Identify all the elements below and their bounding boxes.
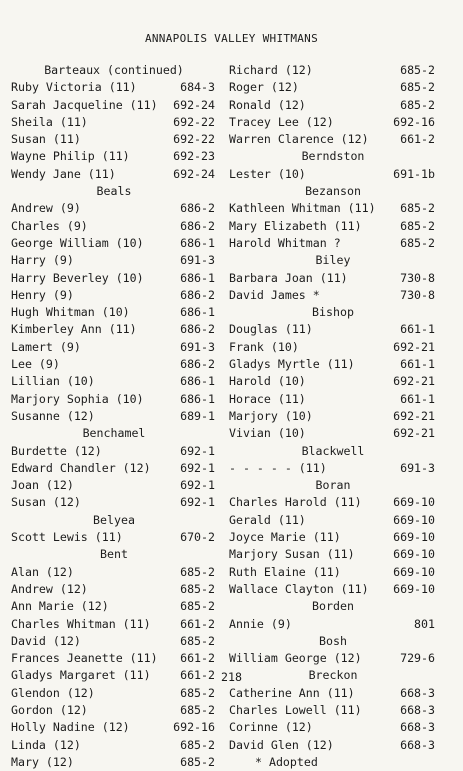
index-entry bbox=[229, 235, 437, 252]
index-entry bbox=[11, 304, 217, 321]
entry-name: Annie (9) bbox=[229, 616, 292, 631]
entry-name: Barbara Joan (11) bbox=[229, 270, 348, 285]
entry-reference: 692-21 bbox=[393, 374, 435, 389]
index-entry bbox=[229, 339, 437, 356]
entry-reference: 685-2 bbox=[400, 235, 435, 250]
entry-reference: 668-3 bbox=[400, 685, 435, 700]
entry-reference: 669-10 bbox=[393, 581, 435, 596]
entry-reference: 686-2 bbox=[180, 218, 215, 233]
entry-reference: 669-10 bbox=[393, 547, 435, 562]
entry-name: Andrew (9) bbox=[11, 201, 81, 216]
entry-reference: 685-2 bbox=[180, 633, 215, 648]
entry-reference: 685-2 bbox=[400, 201, 435, 216]
index-entry bbox=[11, 754, 217, 771]
entry-reference: 685-2 bbox=[180, 702, 215, 717]
entry-reference: 686-1 bbox=[180, 374, 215, 389]
surname-header: Bosh bbox=[319, 633, 347, 648]
entry-reference: 684-3 bbox=[180, 80, 215, 95]
entry-name: Marjory Sophia (10) bbox=[11, 391, 144, 406]
index-entry bbox=[229, 356, 437, 373]
surname-header: Boran bbox=[315, 478, 351, 493]
entry-reference: 691-3 bbox=[400, 460, 435, 475]
entry-name: Charles (9) bbox=[11, 218, 88, 233]
entry-reference: 692-24 bbox=[173, 97, 215, 112]
index-entry bbox=[11, 339, 217, 356]
index-entry bbox=[11, 408, 217, 425]
entry-reference: 692-21 bbox=[393, 408, 435, 423]
entry-name: Sheila (11) bbox=[11, 114, 88, 129]
entry-name: Charles Lowell (11) bbox=[229, 702, 362, 717]
entry-reference: 669-10 bbox=[393, 564, 435, 579]
index-entry bbox=[229, 218, 437, 235]
entry-reference: 692-1 bbox=[180, 443, 215, 458]
entry-reference: 685-2 bbox=[180, 685, 215, 700]
entry-name: Glendon (12) bbox=[11, 685, 95, 700]
entry-reference: 686-2 bbox=[180, 287, 215, 302]
index-entry bbox=[11, 218, 217, 235]
entry-name: Marjory (10) bbox=[229, 408, 313, 423]
entry-reference: 686-1 bbox=[180, 235, 215, 250]
index-entry bbox=[11, 494, 217, 511]
index-entry bbox=[229, 373, 437, 390]
entry-name: Gladys Myrtle (11) bbox=[229, 357, 355, 372]
entry-name: Ann Marie (12) bbox=[11, 599, 109, 614]
entry-name: Douglas (11) bbox=[229, 322, 313, 337]
index-entry bbox=[11, 321, 217, 338]
entry-reference: 661-2 bbox=[180, 616, 215, 631]
index-entry bbox=[11, 564, 217, 581]
entry-name: Mary Elizabeth (11) bbox=[229, 218, 362, 233]
entry-reference: 686-1 bbox=[180, 305, 215, 320]
entry-reference: 691-3 bbox=[180, 339, 215, 354]
surname-header: Bishop bbox=[312, 305, 354, 320]
index-entry bbox=[229, 616, 437, 633]
entry-reference: 668-3 bbox=[400, 702, 435, 717]
entry-name: William George (12) bbox=[229, 651, 362, 666]
entry-name: George William (10) bbox=[11, 235, 144, 250]
entry-reference: 686-2 bbox=[180, 322, 215, 337]
entry-name: David James * bbox=[229, 287, 320, 302]
entry-name: Scott Lewis (11) bbox=[11, 530, 123, 545]
entry-reference: 670-2 bbox=[180, 530, 215, 545]
entry-name: Vivian (10) bbox=[229, 426, 306, 441]
entry-reference: 661-1 bbox=[400, 322, 435, 337]
page-number: 218 bbox=[221, 670, 242, 684]
entry-reference: 685-2 bbox=[400, 80, 435, 95]
entry-reference: 692-1 bbox=[180, 478, 215, 493]
entry-reference: 730-8 bbox=[400, 287, 435, 302]
entry-reference: 692-1 bbox=[180, 460, 215, 475]
entry-name: Warren Clarence (12) bbox=[229, 132, 369, 147]
entry-name: Andrew (12) bbox=[11, 581, 88, 596]
index-entry bbox=[11, 737, 217, 754]
index-entry bbox=[11, 148, 217, 165]
index-entry bbox=[229, 494, 437, 511]
index-entry bbox=[229, 719, 437, 736]
surname-header: Barteaux (continued) bbox=[44, 63, 184, 77]
entry-reference: 685-2 bbox=[180, 581, 215, 596]
index-entry bbox=[11, 373, 217, 390]
entry-name: Ruth Elaine (11) bbox=[229, 564, 341, 579]
index-entry bbox=[11, 166, 217, 183]
index-entry bbox=[11, 460, 217, 477]
entry-name: David (12) bbox=[11, 633, 81, 648]
entry-reference: 692-1 bbox=[180, 495, 215, 510]
index-entry bbox=[11, 114, 217, 131]
surname-header: Borden bbox=[312, 599, 354, 614]
index-entry bbox=[11, 633, 217, 650]
entry-name: Gordon (12) bbox=[11, 702, 88, 717]
entry-name: Frances Jeanette (11) bbox=[11, 651, 158, 666]
index-entry bbox=[229, 79, 437, 96]
surname-header: Blackwell bbox=[301, 443, 365, 458]
entry-name: Wayne Philip (11) bbox=[11, 149, 130, 164]
entry-reference: 686-2 bbox=[180, 201, 215, 216]
entry-name: Lester (10) bbox=[229, 166, 306, 181]
entry-name: Charles Whitman (11) bbox=[11, 616, 151, 631]
index-entry bbox=[229, 581, 437, 598]
entry-name: Marjory Susan (11) bbox=[229, 547, 355, 562]
index-entry bbox=[11, 131, 217, 148]
index-entry bbox=[229, 62, 437, 79]
entry-reference: 730-8 bbox=[400, 270, 435, 285]
entry-name: Alan (12) bbox=[11, 564, 74, 579]
entry-reference: 685-2 bbox=[400, 218, 435, 233]
left-column bbox=[11, 62, 217, 771]
entry-name: Wendy Jane (11) bbox=[11, 166, 116, 181]
index-entry bbox=[229, 546, 437, 563]
entry-reference: 692-16 bbox=[393, 114, 435, 129]
index-entry bbox=[229, 685, 437, 702]
index-entry bbox=[229, 166, 437, 183]
entry-name: Susan (11) bbox=[11, 132, 81, 147]
index-entry bbox=[11, 719, 217, 736]
index-entry bbox=[229, 391, 437, 408]
entry-name: Harry (9) bbox=[11, 253, 74, 268]
entry-name: David Glen (12) bbox=[229, 737, 334, 752]
entry-name: Ronald (12) bbox=[229, 97, 306, 112]
surname-header: Bezanson bbox=[305, 184, 361, 199]
index-entry bbox=[11, 477, 217, 494]
entry-name: Lamert (9) bbox=[11, 339, 81, 354]
entry-reference: 661-2 bbox=[180, 668, 215, 683]
entry-reference: 661-2 bbox=[400, 132, 435, 147]
index-entry bbox=[11, 270, 217, 287]
entry-name: Lillian (10) bbox=[11, 374, 95, 389]
entry-name: Joan (12) bbox=[11, 478, 74, 493]
entry-name: Susanne (12) bbox=[11, 408, 95, 423]
entry-name: Hugh Whitman (10) bbox=[11, 305, 130, 320]
entry-name: Frank (10) bbox=[229, 339, 299, 354]
entry-reference: 691-1b bbox=[393, 166, 435, 181]
entry-name: Henry (9) bbox=[11, 287, 74, 302]
index-entry bbox=[11, 616, 217, 633]
entry-name: Wallace Clayton (11) bbox=[229, 581, 369, 596]
index-entry bbox=[11, 287, 217, 304]
entry-name: Gerald (11) bbox=[229, 512, 306, 527]
entry-reference: 692-22 bbox=[173, 132, 215, 147]
index-entry bbox=[229, 131, 437, 148]
surname-header: Berndston bbox=[301, 149, 365, 164]
index-entry bbox=[11, 581, 217, 598]
index-entry bbox=[229, 114, 437, 131]
entry-name: Edward Chandler (12) bbox=[11, 460, 151, 475]
index-entry bbox=[229, 97, 437, 114]
entry-name: - - - - - (11) bbox=[229, 460, 327, 475]
index-entry bbox=[229, 650, 437, 667]
index-entry bbox=[11, 200, 217, 217]
entry-name: Joyce Marie (11) bbox=[229, 530, 341, 545]
entry-reference: 685-2 bbox=[180, 737, 215, 752]
entry-name: Charles Harold (11) bbox=[229, 495, 362, 510]
index-entry bbox=[11, 79, 217, 96]
entry-name: Mary (12) bbox=[11, 754, 74, 769]
entry-name: Tracey Lee (12) bbox=[229, 114, 334, 129]
entry-name: Linda (12) bbox=[11, 737, 81, 752]
entry-name: Ruby Victoria (11) bbox=[11, 80, 137, 95]
entry-name: Richard (12) bbox=[229, 63, 313, 77]
index-entry bbox=[229, 529, 437, 546]
entry-name: Burdette (12) bbox=[11, 443, 102, 458]
index-entry bbox=[229, 512, 437, 529]
index-entry bbox=[229, 270, 437, 287]
entry-reference: 692-22 bbox=[173, 114, 215, 129]
footnote: * Adopted bbox=[255, 754, 318, 769]
index-entry bbox=[11, 252, 217, 269]
index-entry bbox=[229, 702, 437, 719]
index-entry bbox=[11, 702, 217, 719]
entry-name: Gladys Margaret (11) bbox=[11, 668, 151, 683]
entry-reference: 661-2 bbox=[180, 651, 215, 666]
entry-reference: 685-2 bbox=[180, 754, 215, 769]
entry-reference: 689-1 bbox=[180, 408, 215, 423]
index-entry bbox=[229, 321, 437, 338]
index-entry bbox=[229, 287, 437, 304]
index-entry bbox=[11, 529, 217, 546]
entry-reference: 692-23 bbox=[173, 149, 215, 164]
entry-reference: 669-10 bbox=[393, 530, 435, 545]
entry-name: Sarah Jacqueline (11) bbox=[11, 97, 158, 112]
entry-reference: 686-1 bbox=[180, 270, 215, 285]
index-entry bbox=[229, 460, 437, 477]
surname-header: Biley bbox=[315, 253, 351, 268]
index-entry bbox=[11, 598, 217, 615]
page-title: ANNAPOLIS VALLEY WHITMANS bbox=[144, 32, 319, 45]
index-entry bbox=[229, 564, 437, 581]
entry-name: Roger (12) bbox=[229, 80, 299, 95]
entry-reference: 685-2 bbox=[400, 63, 435, 77]
surname-header: Breckon bbox=[308, 668, 358, 683]
entry-reference: 668-3 bbox=[400, 720, 435, 735]
entry-name: Holly Nadine (12) bbox=[11, 720, 130, 735]
entry-reference: 669-10 bbox=[393, 495, 435, 510]
index-entry bbox=[11, 235, 217, 252]
entry-reference: 692-16 bbox=[173, 720, 215, 735]
entry-reference: 729-6 bbox=[400, 651, 435, 666]
entry-name: Harold (10) bbox=[229, 374, 306, 389]
index-entry bbox=[11, 97, 217, 114]
entry-name: Kimberley Ann (11) bbox=[11, 322, 137, 337]
entry-reference: 685-2 bbox=[180, 599, 215, 614]
index-entry bbox=[229, 408, 437, 425]
index-entry bbox=[11, 443, 217, 460]
entry-reference: 801 bbox=[414, 616, 435, 631]
entry-reference: 692-21 bbox=[393, 426, 435, 441]
entry-reference: 661-1 bbox=[400, 391, 435, 406]
surname-header: Benchamel bbox=[82, 426, 146, 441]
index-entry bbox=[11, 391, 217, 408]
entry-reference: 669-10 bbox=[393, 512, 435, 527]
entry-reference: 686-2 bbox=[180, 357, 215, 372]
index-entry bbox=[229, 200, 437, 217]
surname-header: Belyea bbox=[93, 512, 135, 527]
entry-name: Catherine Ann (11) bbox=[229, 685, 355, 700]
entry-name: Horace (11) bbox=[229, 391, 306, 406]
index-entry bbox=[11, 685, 217, 702]
entry-reference: 692-24 bbox=[173, 166, 215, 181]
entry-reference: 685-2 bbox=[180, 564, 215, 579]
entry-name: Corinne (12) bbox=[229, 720, 313, 735]
surname-header: Beals bbox=[96, 184, 132, 199]
surname-header: Bent bbox=[100, 547, 128, 562]
entry-name: Kathleen Whitman (11) bbox=[229, 201, 376, 216]
entry-name: Harry Beverley (10) bbox=[11, 270, 144, 285]
entry-name: Lee (9) bbox=[11, 357, 60, 372]
entry-reference: 685-2 bbox=[400, 97, 435, 112]
right-column bbox=[229, 62, 437, 771]
entry-name: Harold Whitman ? bbox=[229, 235, 341, 250]
index-entry bbox=[11, 650, 217, 667]
entry-reference: 661-1 bbox=[400, 357, 435, 372]
index-entry bbox=[229, 737, 437, 754]
entry-reference: 668-3 bbox=[400, 737, 435, 752]
index-entry bbox=[229, 425, 437, 442]
index-entry bbox=[11, 356, 217, 373]
entry-name: Susan (12) bbox=[11, 495, 81, 510]
entry-reference: 692-21 bbox=[393, 339, 435, 354]
entry-reference: 691-3 bbox=[180, 253, 215, 268]
entry-reference: 686-1 bbox=[180, 391, 215, 406]
